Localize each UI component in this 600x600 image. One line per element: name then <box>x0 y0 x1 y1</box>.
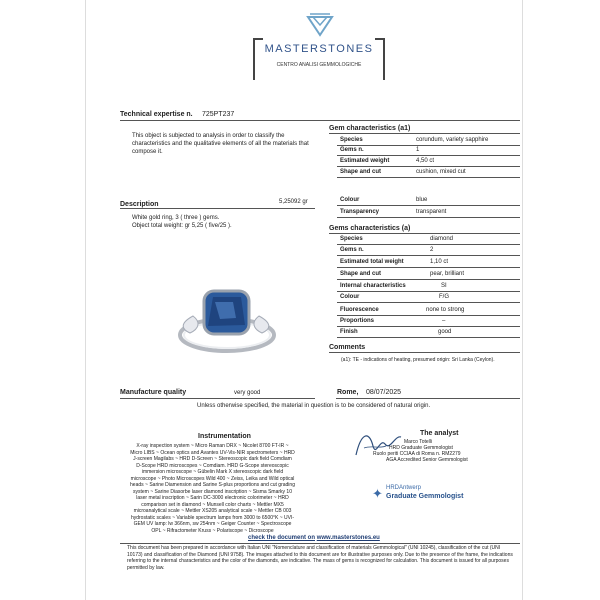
manufacture-label: Manufacture quality <box>120 389 187 396</box>
technical-intro: This object is subjected to analysis in order to classify the characteristics and the qualitative elements of all the materials that compose it. <box>132 133 309 155</box>
manufacture-value: very good <box>234 390 261 396</box>
gem1-row-divider <box>337 166 520 167</box>
comments-text: (a1): TE - indications of heating, presumed origin: Sri Lanka (Ceylon). <box>341 357 495 363</box>
gem2-shape-label: Shape and cut <box>340 271 382 277</box>
star-badge-icon: ✦ <box>372 486 383 501</box>
gem2-species-label: Species <box>340 236 363 242</box>
gem1-colour-value: blue <box>416 197 428 203</box>
gem2-internal-label: Internal characteristics <box>340 283 406 289</box>
gem2-proportions-label: Proportions <box>340 318 374 324</box>
footer-legal-text: This document has been prepared in accordance with Italian UNI "Nomenclature and classification of materials Gemmological" (UNI 10245), classification of the cut (UNI 10173) and classification of the Diamond (UNI 9758). The images attached to this document are for illustrative purposes only. Due to the presence of the frame, the indications referring to the internal characteristics and the color of the diamonds, are indicative. The mass of gems is recognized for calculation. This document is issued for all purposes permitted by law. <box>127 545 513 571</box>
manufacture-divider <box>120 398 315 399</box>
page-edge-left <box>85 0 86 600</box>
brand-subtitle: CENTRO ANALISI GEMMOLOGICHE <box>276 62 362 68</box>
document-check-url[interactable]: www.masterstones.eu <box>316 535 380 541</box>
instrumentation-text: X-ray inspection system ~ Micro Raman DRX ~ Nicolet 8700 FT-IR ~ Micro LIBS ~ Ocean optics and Avantes UV-Vis-NIR spectrometers ~ HRD J-screen Magilabs ~ HRD D-Screen ~ Stereoscopic dark field Comdiam D-Scope HRD microscopes ~ Comdiam. HRD G-Scope stereoscopic immersion microscope ~ Gübelin Mark X stereoscopic dark field microscope ~ Photo Microscopes Wild 400 ~ Zeiss, Leika and Wild optical heads ~ Sarine Diamension and Sarine S-plus proportions and cut grading system ~ Sarine Diasorbe laser diamond inscription ~ Sisma Smarky 10 laser metal inscription ~ Sarin DC-3000 electronic colorimeter ~ HRD comparison set in diamond ~ Munsell color charts ~ Mettler MX5 microanalytical scale ~ Mettler XS205 analytical scale ~ Mettler CB 003 hydrostatic scales ~ Variable spectrum lamps from 3000 to 6500°K ~ UVI-GEM UV lamp: lw 366nm, sw 254nm ~ Geiger Counter ~ Spectroscope OPL ~ Rifractometer Kruss ~ Polariscope ~ Dicroscope <box>130 443 295 534</box>
gem2-row-divider <box>337 337 520 338</box>
gem2-count-value: 2 <box>430 247 434 253</box>
gem1-weight-value: 4,50 ct <box>416 158 435 164</box>
gem2-finish-value: good <box>438 329 452 335</box>
document-check-prefix: check the document on <box>248 535 316 541</box>
gem1-count-label: Gems n. <box>340 147 364 153</box>
description-line-2: Object total weight: gr 5,25 ( five/25 ). <box>132 223 232 229</box>
gem1-species-value: corundum, variety sapphire <box>416 137 489 143</box>
gem2-row-divider <box>337 302 520 303</box>
document-check-link[interactable] <box>248 535 380 541</box>
gem2-species-value: diamond <box>430 236 454 242</box>
gem2-row-divider <box>337 315 520 316</box>
gem2-finish-label: Finish <box>340 329 358 335</box>
analyst-name: Marco Totelli <box>404 439 432 445</box>
description-divider <box>120 208 315 209</box>
gem2-colour-value: F/G <box>439 294 449 300</box>
gem2-row-divider <box>337 326 520 327</box>
gem1-row-divider <box>337 217 520 218</box>
comments-label: Comments <box>329 344 366 351</box>
instrumentation-title: Instrumentation <box>198 433 251 440</box>
page-edge-right <box>522 0 523 600</box>
description-label: Description <box>120 201 159 208</box>
gem2-row-divider <box>337 244 520 245</box>
gem2-shape-value: pear, brilliant <box>430 271 465 277</box>
description-line-1: White gold ring, 3 ( three ) gems. <box>132 215 220 221</box>
gem2-weight-label: Estimated total weight <box>340 259 404 265</box>
ring-photo <box>175 285 280 357</box>
gem1-colour-label: Colour <box>340 197 360 203</box>
gem1-row-divider <box>337 155 520 156</box>
gem1-title-divider <box>329 133 520 134</box>
gem1-transparency-value: transparent <box>416 209 447 215</box>
natural-origin-note: Unless otherwise specified, the material in question is to be considered of natural origin. <box>197 403 431 409</box>
analyst-line-2: Ruolo periti CCIAA di Roma n. RM2279 <box>373 451 461 457</box>
gem1-transparency-label: Transparency <box>340 209 380 215</box>
gem2-fluorescence-label: Fluorescence <box>340 307 379 313</box>
gem2-title: Gems characteristics (a) <box>329 225 411 232</box>
date-value: 08/07/2025 <box>366 389 402 396</box>
gem1-weight-label: Estimated weight <box>340 158 390 164</box>
gem2-colour-label: Colour <box>340 294 360 300</box>
analyst-title: The analyst <box>420 430 459 437</box>
diamond-logo-icon <box>305 13 335 37</box>
gem2-row-divider <box>337 267 520 268</box>
analyst-line-1: HRD Graduate Gemmologist <box>389 445 453 451</box>
gem1-count-value: 1 <box>416 147 420 153</box>
hrd-badge-bottom: Graduate Gemmologist <box>386 493 464 500</box>
gem1-row-divider <box>337 145 520 146</box>
gem2-title-divider <box>329 233 520 234</box>
brand-title: MASTERSTONES <box>264 43 374 55</box>
gem1-shape-label: Shape and cut <box>340 169 382 175</box>
gem2-internal-value: SI <box>441 283 447 289</box>
gem2-proportions-value: – <box>442 318 446 324</box>
description-weight: 5,25092 gr <box>279 199 308 205</box>
technical-number: 725PT237 <box>202 111 235 118</box>
gem2-count-label: Gems n. <box>340 247 364 253</box>
technical-divider <box>120 120 520 121</box>
gem2-weight-value: 1,10 ct <box>430 259 449 265</box>
gem2-fluorescence-value: none to strong <box>426 307 465 313</box>
gem1-row-divider <box>337 205 520 206</box>
gem1-title: Gem characteristics (a1) <box>329 125 411 132</box>
gem1-row-divider <box>337 177 520 178</box>
gem2-row-divider <box>337 291 520 292</box>
gem2-row-divider <box>337 255 520 256</box>
date-divider <box>336 398 520 399</box>
gem2-row-divider <box>337 279 520 280</box>
place-label: Rome, <box>337 389 359 396</box>
analyst-line-3: AGA Accredited Senior Gemmologist <box>386 457 468 463</box>
gem1-shape-value: cushion, mixed cut <box>416 169 466 175</box>
hrd-badge-top: HRDAntwerp <box>386 485 422 491</box>
comments-divider <box>329 352 520 353</box>
footer-divider <box>120 543 520 544</box>
gem1-species-label: Species <box>340 137 363 143</box>
technical-label: Technical expertise n. <box>120 111 193 118</box>
